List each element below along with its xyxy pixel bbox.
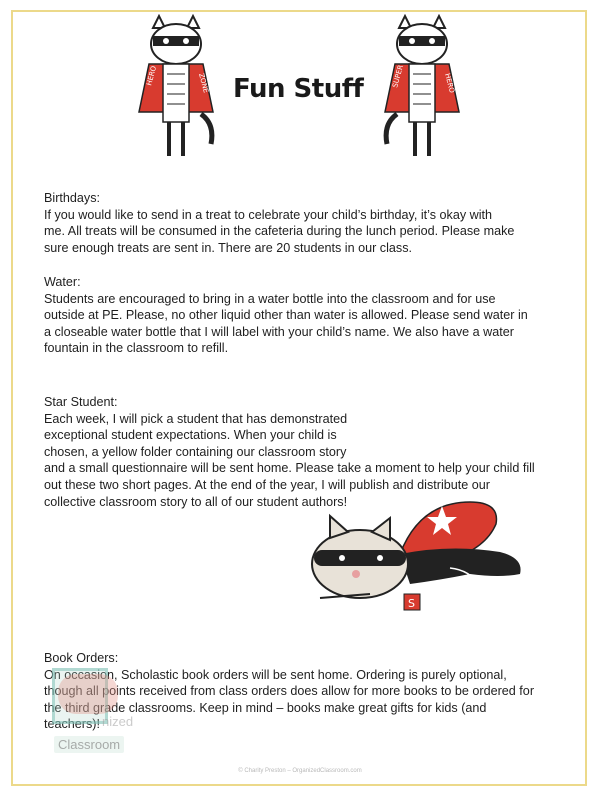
flying-cat-badge: S [408, 597, 415, 610]
watermark-pin-icon [58, 674, 118, 714]
book-orders-line: the third grade classrooms. Keep in mind – books make great gifts for kids (and [44, 700, 487, 715]
water-section [44, 274, 528, 357]
right-cape-text-2: HERO [443, 72, 456, 94]
star-student-section [44, 394, 535, 510]
water-line: outside at PE. Please, no other liquid other than water is allowed. Please send water in [44, 308, 528, 323]
star-student-line: and a small questionnaire will be sent home. Please take a moment to help your child fill [44, 461, 535, 476]
right-cape-text-1: SUPER [391, 64, 405, 89]
birthdays-section [44, 190, 514, 256]
star-student-line: out these two short pages. At the end of the year, I will publish and distribute our [44, 477, 490, 492]
watermark-logo [48, 668, 140, 758]
book-orders-line: teachers)! [44, 717, 100, 732]
watermark-text-1: nized [102, 714, 134, 729]
left-superhero-cat-illustration [135, 14, 217, 164]
page-title: Fun Stuff [233, 74, 364, 104]
birthdays-line: me. All treats will be consumed in the cafeteria during the lunch period. Please make [44, 224, 515, 239]
star-student-line: Each week, I will pick a student that has demonstrated [44, 411, 348, 426]
water-line: Students are encouraged to bring in a water bottle into the classroom and for use [44, 291, 496, 306]
footer-credit: © Charity Preston – OrganizedClassroom.com [238, 768, 362, 774]
watermark-text-2: Classroom [54, 736, 124, 753]
flying-superhero-cat-illustration [300, 494, 528, 616]
water-line: a closeable water bottle that I will label with your child’s name. We also have a water [44, 324, 514, 339]
book-orders-heading: Book Orders: [44, 651, 119, 665]
birthdays-heading: Birthdays: [44, 191, 100, 205]
left-cape-text-1: HERO [145, 65, 159, 87]
star-student-heading: Star Student: [44, 395, 118, 409]
birthdays-line: sure enough treats are sent in. There are 20 students in our class. [44, 240, 412, 255]
left-cape-text-2: ZONE [197, 72, 210, 94]
book-orders-line: On occasion, Scholastic book orders will be sent home. Ordering is purely optional, [44, 667, 507, 682]
right-superhero-cat-illustration [381, 14, 463, 164]
birthdays-line: If you would like to send in a treat to celebrate your child’s birthday, it’s okay with [44, 207, 493, 222]
star-student-line: collective classroom story to all of our student authors! [44, 494, 348, 509]
star-student-line: exceptional student expectations. When your child is [44, 428, 337, 443]
star-student-line: chosen, a yellow folder containing our classroom story [44, 444, 347, 459]
water-heading: Water: [44, 275, 81, 289]
book-orders-line: though all points received from class orders does allow for more books to be ordered for [44, 684, 535, 699]
water-line: fountain in the classroom to refill. [44, 341, 229, 356]
